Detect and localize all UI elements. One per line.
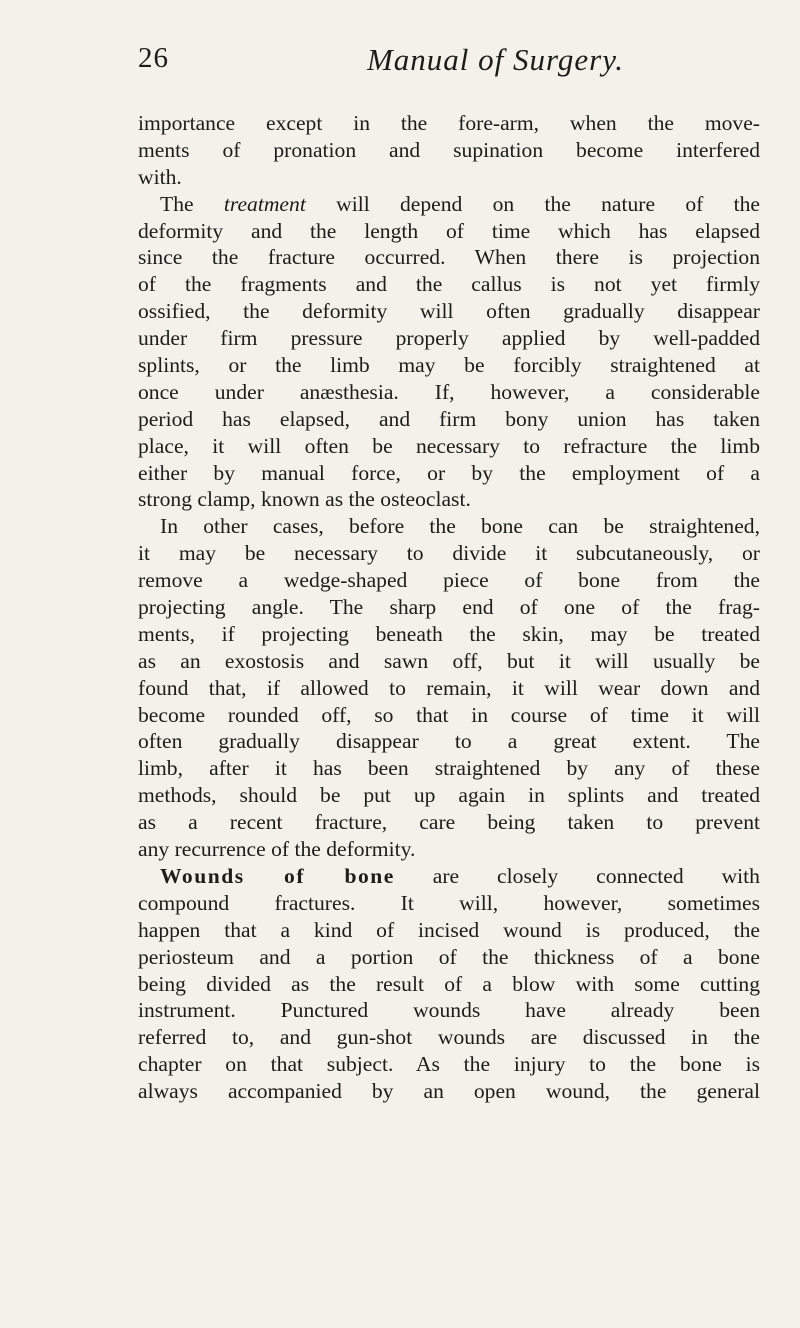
text-fragment: will depend on the nature of the (305, 191, 760, 216)
text-line: since the fracture occurred. When there is projection (138, 245, 760, 270)
text-line: periosteum and a portion of the thickness of a bone (138, 944, 760, 969)
text-line: In other cases, before the bone can be straightened, (160, 514, 760, 539)
text-line: as a recent fracture, care being taken to prevent (138, 810, 760, 835)
text-line: under firm pressure properly applied by well-padded (138, 326, 760, 351)
body-text (138, 110, 760, 1105)
text-line: either by manual force, or by the employment of a (138, 460, 760, 485)
text-line: limb, after it has been straightened by any of these (138, 756, 760, 781)
text-line: instrument. Punctured wounds have already been (138, 998, 760, 1023)
text-line: ossified, the deformity will often gradually disappear (138, 299, 760, 324)
text-line: period has elapsed, and firm bony union has taken (138, 406, 760, 431)
text-line: splints, or the limb may be forcibly straightened at (138, 353, 760, 378)
text-line: remove a wedge-shaped piece of bone from the (138, 568, 760, 593)
text-line: happen that a kind of incised wound is produced, the (138, 917, 760, 942)
running-title: Manual of Surgery. (366, 42, 625, 77)
text-line: strong clamp, known as the osteoclast. (138, 487, 471, 512)
text-line: compound fractures. It will, however, sometimes (138, 890, 760, 915)
text-line: of the fragments and the callus is not yet firmly (138, 272, 760, 297)
text-line: projecting angle. The sharp end of one of the frag- (138, 595, 760, 620)
text-line: referred to, and gun-shot wounds are discussed in the (138, 1025, 760, 1050)
text-line: often gradually disappear to a great extent. The (138, 729, 760, 754)
text-line: importance except in the fore-arm, when the move- (138, 111, 760, 135)
italic-term: treatment (223, 191, 306, 216)
page-number: 26 (138, 42, 169, 74)
text-line: ments, if projecting beneath the skin, may be treated (138, 621, 760, 646)
text-line: chapter on that subject. As the injury to the bone is (138, 1052, 760, 1077)
text-fragment: are closely connected with (394, 863, 760, 888)
text-line: as an exostosis and sawn off, but it will usually be (138, 648, 760, 673)
text-line: found that, if allowed to remain, it will wear down and (138, 675, 760, 700)
text-fragment: The (160, 191, 224, 216)
text-line: any recurrence of the deformity. (138, 837, 416, 862)
text-line: being divided as the result of a blow with some cutting (138, 971, 760, 996)
text-line: it may be necessary to divide it subcutaneously, or (138, 541, 760, 566)
text-line: ments of pronation and supination become interfered (138, 137, 760, 162)
text-line: always accompanied by an open wound, the general (138, 1079, 760, 1104)
text-line (138, 863, 760, 890)
text-line (138, 191, 760, 218)
text-line: place, it will often be necessary to refracture the limb (138, 433, 760, 458)
text-line: become rounded off, so that in course of time it will (138, 702, 760, 727)
text-line: once under anæsthesia. If, however, a considerable (138, 379, 760, 404)
text-line: methods, should be put up again in splints and treated (138, 783, 760, 808)
section-heading: Wounds of bone (160, 863, 395, 888)
running-head (138, 42, 760, 82)
text-line: deformity and the length of time which has elapsed (138, 218, 760, 243)
text-line: with. (138, 164, 182, 189)
